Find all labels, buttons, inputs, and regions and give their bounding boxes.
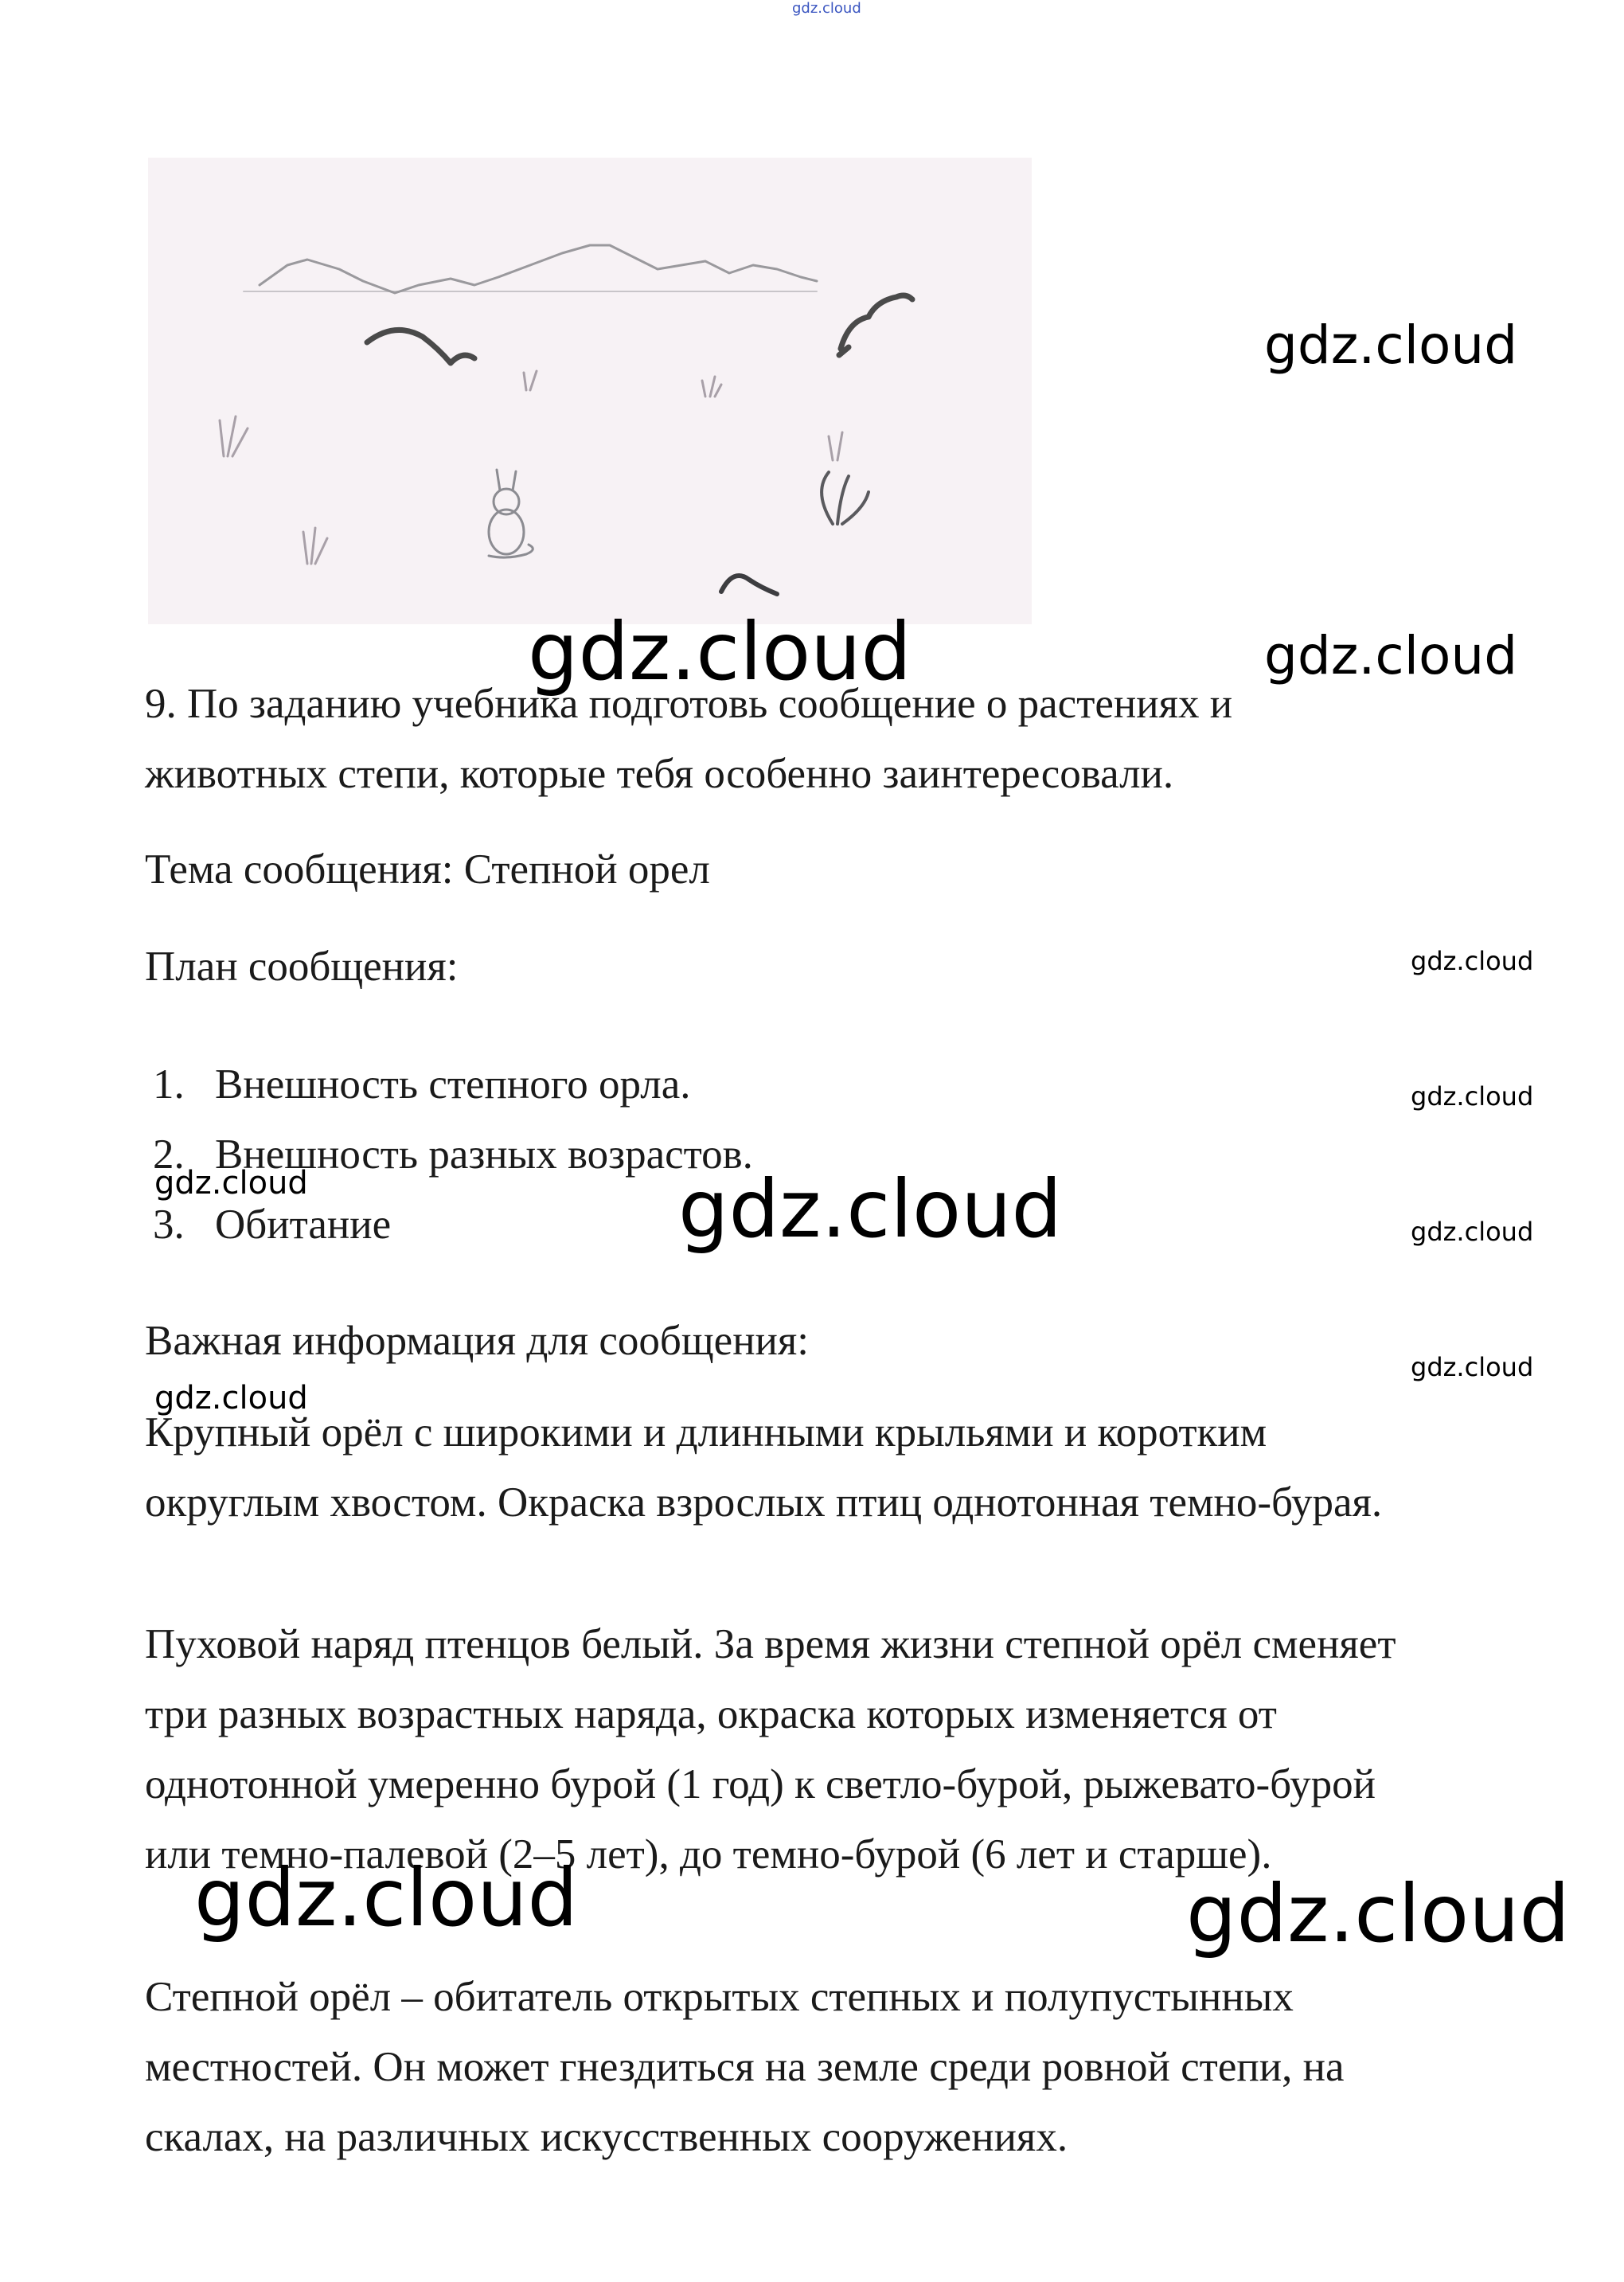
watermark: gdz.cloud [528, 605, 912, 698]
watermark: gdz.cloud [1264, 315, 1518, 376]
topic-label: Тема сообщения: Степной орел [145, 846, 710, 893]
steppe-sketch-image [148, 158, 1032, 624]
list-item: 1. Внешность степного орла. [153, 1061, 691, 1108]
small-animal-icon [721, 576, 777, 594]
info-paragraph-1: Крупный орёл с широкими и длинными крыльями и коротким округлым хвостом. Окраска взрослых птиц однотонная темно-бурая. [145, 1409, 1383, 1526]
bird-left-icon [367, 330, 474, 363]
watermark: gdz.cloud [1411, 1081, 1534, 1112]
list-item: 3. Обитание [153, 1202, 392, 1248]
grass-plant-icon [822, 472, 869, 524]
watermark: gdz.cloud [1186, 1867, 1571, 1960]
steppe-drawing [148, 158, 1032, 624]
watermark: gdz.cloud [1411, 1352, 1534, 1382]
watermark: gdz.cloud [1411, 1217, 1534, 1247]
watermark: gdz.cloud [1411, 946, 1534, 976]
watermark-top: gdz.cloud [792, 0, 861, 17]
watermark: gdz.cloud [154, 1165, 308, 1202]
info-label: Важная информация для сообщения: [145, 1318, 810, 1364]
plan-label: План сообщения: [145, 944, 459, 990]
task-line-2: животных степи, которые тебя особенно заинтересовали. [145, 751, 1174, 797]
task-line-1: 9. По заданию учебника подготовь сообщение о растениях и [145, 681, 1233, 727]
bird-right-icon [841, 295, 912, 349]
watermark: gdz.cloud [678, 1162, 1063, 1256]
rabbit-icon [489, 470, 533, 557]
watermark: gdz.cloud [154, 1380, 308, 1416]
info-paragraph-2: Пуховой наряд птенцов белый. За время жизни степной орёл сменяет три разных возрастных наряда, окраска которых изменяется от однотонной умеренно бурой (1 год) к светло-бурой, рыжевато-бурой или темно-палевой (2–5 лет), до темно-бурой (6 лет и старше). [145, 1621, 1396, 1878]
plan-list [153, 1049, 753, 1260]
info-paragraph-3: Степной орёл – обитатель открытых степных и полупустынных местностей. Он может гнездиться на земле среди ровной степи, на скалах, на различных искусственных сооружениях. [145, 1974, 1345, 2160]
watermark: gdz.cloud [194, 1851, 579, 1944]
list-item: 2. Внешность разных возрастов. [153, 1131, 753, 1178]
watermark: gdz.cloud [1264, 625, 1518, 686]
